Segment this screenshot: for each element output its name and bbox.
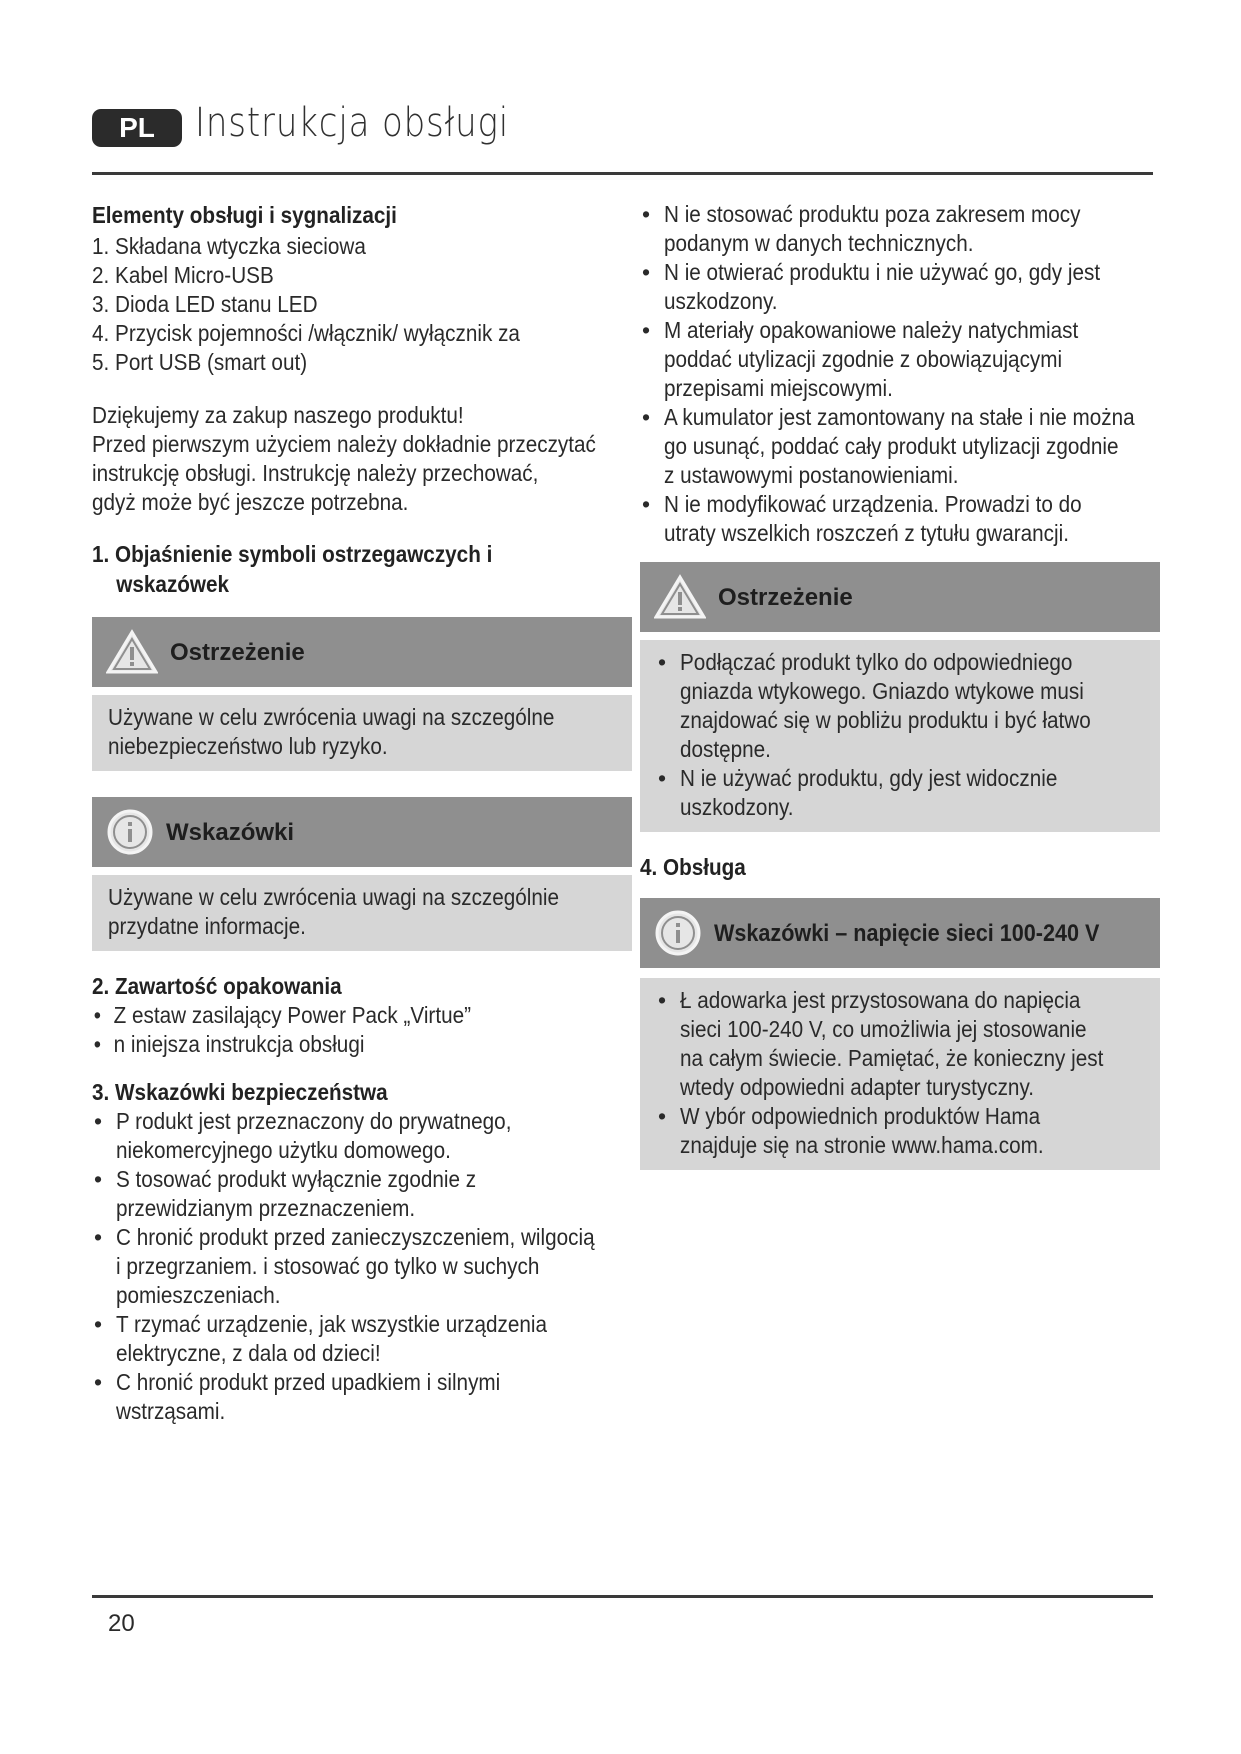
controls-item: 4. Przycisk pojemności /włącznik/ wyłącznik za [92, 320, 520, 346]
list-item [92, 1310, 632, 1368]
page-number: 20 [108, 1610, 135, 1637]
warning-box [92, 617, 632, 771]
controls-heading: Elementy obsługi i sygnalizacji [92, 202, 397, 228]
section1-heading-line: wskazówek [116, 571, 230, 597]
list-item-line: elektryczne, z dala od dzieci! [116, 1340, 381, 1366]
list-item-line: • N ie modyfikować urządzenia. Prowadzi to do [664, 491, 1082, 517]
hint-box-header [640, 898, 1160, 968]
list-item-line: i przegrzaniem. i stosować go tylko w suchych [116, 1253, 540, 1279]
package-contents-list [92, 1001, 632, 1059]
warning-box-body [640, 640, 1160, 832]
list-item-line: • Ł adowarka jest przystosowana do napięcia [680, 987, 1081, 1013]
list-item-line: znajdować się w pobliżu produktu i być łatwo [680, 707, 1091, 733]
header-divider [92, 172, 1153, 175]
list-item-line: dostępne. [680, 736, 771, 762]
intro-line: instrukcję obsługi. Instrukcję należy przechować, [92, 460, 539, 486]
section4-heading: 4. Obsługa [640, 854, 746, 880]
list-item-line: wtedy odpowiedni adapter turystyczny. [680, 1074, 1035, 1100]
list-item-line: poddać utylizacji zgodnie z obowiązującymi [664, 346, 1063, 372]
list-item-line: • N ie stosować produktu poza zakresem mocy [664, 201, 1081, 227]
list-item-line: • N ie otwierać produktu i nie używać go, gdy jest [664, 259, 1101, 285]
list-item-line: utraty wszelkich roszczeń z tytułu gwarancji. [664, 520, 1069, 546]
list-item-line: przepisami miejscowymi. [664, 375, 893, 401]
hint-box-body [92, 875, 632, 951]
page-title: Instrukcja obsługi [195, 100, 510, 146]
left-column [92, 200, 632, 1426]
list-item [656, 986, 1144, 1102]
section2-heading: 2. Zawartość opakowania [92, 973, 342, 999]
warning-box-label: Ostrzeżenie [718, 583, 853, 611]
warning-box-header [640, 562, 1160, 632]
list-item-line: • P rodukt jest przeznaczony do prywatnego, [116, 1108, 512, 1134]
hint-box-header [92, 797, 632, 867]
controls-item: 2. Kabel Micro-USB [92, 262, 274, 288]
list-item [92, 1223, 632, 1310]
section1-heading [92, 539, 632, 599]
list-item-line: • C hronić produkt przed upadkiem i silnymi [116, 1369, 501, 1395]
list-item [640, 490, 1160, 548]
section3-heading: 3. Wskazówki bezpieczeństwa [92, 1079, 388, 1105]
list-item-line: • N ie używać produktu, gdy jest widocznie [680, 765, 1058, 791]
intro-text [92, 401, 632, 517]
warning-box-line: niebezpieczeństwo lub ryzyko. [108, 733, 388, 759]
hint-box-body [640, 978, 1160, 1170]
controls-list [92, 232, 632, 377]
hint-box-label: Wskazówki – napięcie sieci 100-240 V [714, 919, 1100, 947]
right-column [640, 200, 1160, 1170]
list-item [640, 258, 1160, 316]
footer-divider [92, 1595, 1153, 1598]
controls-item: 5. Port USB (smart out) [92, 349, 308, 375]
list-item [92, 1368, 632, 1426]
list-item [640, 316, 1160, 403]
hint-box-line: przydatne informacje. [108, 913, 306, 939]
intro-line: Przed pierwszym użyciem należy dokładnie przeczytać [92, 431, 596, 457]
list-item-line: z ustawowymi postanowieniami. [664, 462, 959, 488]
controls-item: 3. Dioda LED stanu LED [92, 291, 318, 317]
list-item-line: • S tosować produkt wyłącznie zgodnie z [116, 1166, 477, 1192]
list-item: • n iniejsza instrukcja obsługi [92, 1030, 578, 1059]
list-item-line: • C hronić produkt przed zanieczyszczeniem, wilgocią [116, 1224, 595, 1250]
list-item [656, 1102, 1144, 1160]
list-item-line: • A kumulator jest zamontowany na stałe i nie można [664, 404, 1135, 430]
info-icon [654, 909, 702, 957]
controls-item: 1. Składana wtyczka sieciowa [92, 233, 366, 259]
list-item-line: znajduje się na stronie www.hama.com. [680, 1132, 1044, 1158]
list-item-line: na całym świecie. Pamiętać, że konieczny jest [680, 1045, 1104, 1071]
hint-box [92, 797, 632, 951]
safety-list [92, 1107, 632, 1426]
list-item-line: sieci 100-240 V, co umożliwia jej stosowanie [680, 1016, 1087, 1042]
list-item [92, 1107, 632, 1165]
list-item-line: • W ybór odpowiednich produktów Hama [680, 1103, 1041, 1129]
section1-heading-line: 1. Objaśnienie symboli ostrzegawczych i [92, 541, 493, 567]
list-item [640, 403, 1160, 490]
list-item [92, 1165, 632, 1223]
list-item-line: uszkodzony. [664, 288, 778, 314]
list-item [656, 764, 1144, 822]
warning-box-line: Używane w celu zwrócenia uwagi na szczególne [108, 704, 555, 730]
list-item [640, 200, 1160, 258]
language-badge: PL [92, 109, 182, 147]
warning-box-label: Ostrzeżenie [170, 638, 305, 666]
intro-line: gdyż może być jeszcze potrzebna. [92, 489, 409, 515]
info-icon [106, 808, 154, 856]
hint-box-label: Wskazówki [166, 818, 295, 846]
safety-list-continued [640, 200, 1160, 548]
intro-line: Dziękujemy za zakup naszego produktu! [92, 402, 464, 428]
list-item-line: • Podłączać produkt tylko do odpowiedniego [680, 649, 1073, 675]
hint-box-line: Używane w celu zwrócenia uwagi na szczególnie [108, 884, 560, 910]
warning-box-body [92, 695, 632, 771]
list-item-line: pomieszczeniach. [116, 1282, 281, 1308]
warning-box-header [92, 617, 632, 687]
list-item-line: gniazda wtykowego. Gniazdo wtykowe musi [680, 678, 1084, 704]
warning-triangle-icon [106, 629, 158, 675]
list-item [656, 648, 1144, 764]
list-item-line: przewidzianym przeznaczeniem. [116, 1195, 416, 1221]
warning-triangle-icon [654, 574, 706, 620]
list-item-line: podanym w danych technicznych. [664, 230, 974, 256]
list-item-line: uszkodzony. [680, 794, 794, 820]
list-item-line: go usunąć, poddać cały produkt utylizacji zgodnie [664, 433, 1119, 459]
list-item: • Z estaw zasilający Power Pack „Virtue” [92, 1001, 578, 1030]
list-item-line: • T rzymać urządzenie, jak wszystkie urządzenia [116, 1311, 548, 1337]
hint-box [640, 898, 1160, 1170]
list-item-line: wstrząsami. [116, 1398, 226, 1424]
list-item-line: • M ateriały opakowaniowe należy natychmiast [664, 317, 1079, 343]
warning-box [640, 562, 1160, 832]
list-item-line: niekomercyjnego użytku domowego. [116, 1137, 451, 1163]
